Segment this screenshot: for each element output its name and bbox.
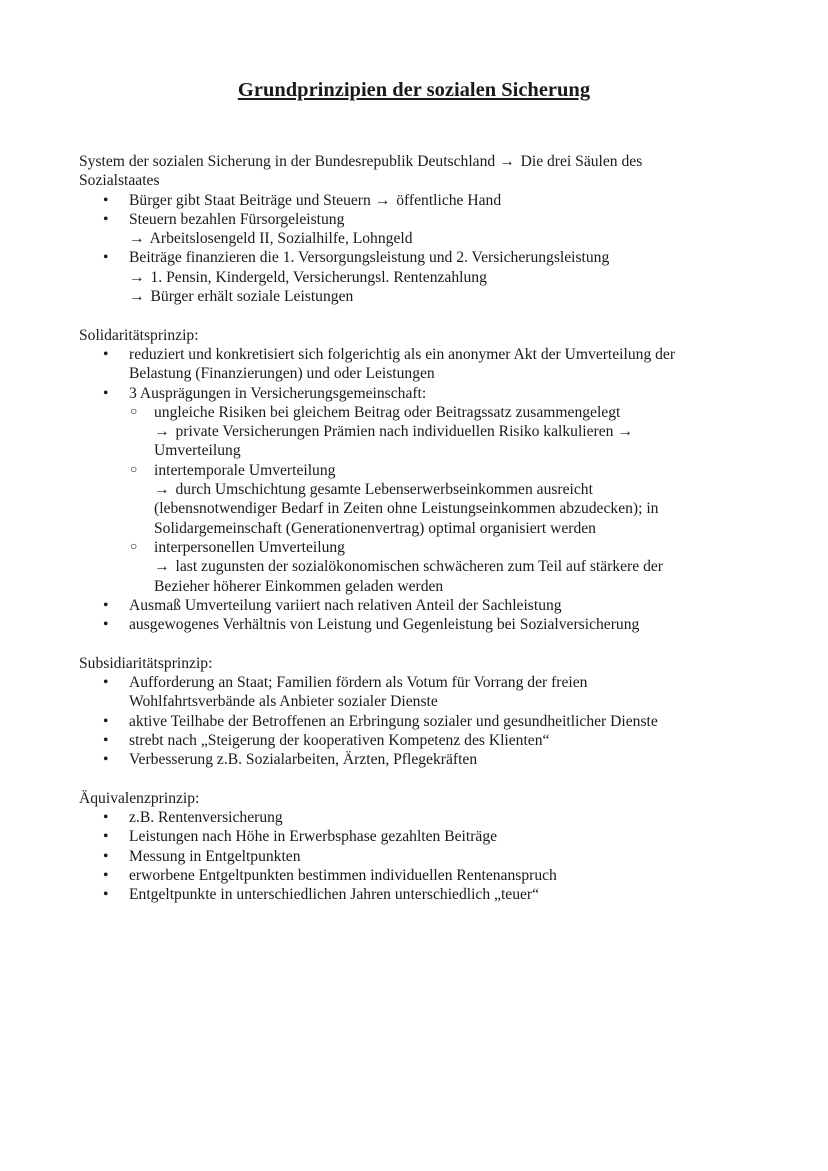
bullet-icon: • [103, 249, 109, 267]
aequivalenz-section [79, 789, 729, 905]
sub-list-item: ○ interpersonellen Umverteilung → last zugunsten der sozialökonomischen schwächeren zum Teil auf stärkere der Bezieher höherer Einkommen geladen werden [130, 538, 663, 595]
list-item: • z.B. Rentenversicherung [103, 809, 283, 827]
arrow-icon: → [129, 268, 145, 286]
list-item: • ausgewogenes Verhältnis von Leistung und Gegenleistung bei Sozialversicherung [103, 616, 640, 634]
bullet-icon: • [103, 886, 109, 904]
bullet-icon: • [103, 847, 109, 865]
intro-section [79, 152, 729, 306]
list-item: • erworbene Entgeltpunkten bestimmen individuellen Rentenanspruch [103, 866, 557, 884]
circle-bullet-icon: ○ [130, 538, 138, 553]
sub-list-item: ○ ungleiche Risiken bei gleichem Beitrag oder Beitragssatz zusammengelegt → private Versicherungen Prämien nach individuellen Risiko kalkulieren → Umverteilung [130, 403, 633, 460]
bullet-icon: • [103, 596, 109, 614]
arrow-icon: → [374, 191, 391, 209]
circle-bullet-icon: ○ [130, 403, 138, 418]
section-heading: Subsidiaritätsprinzip: [79, 654, 213, 672]
auspraegungen-list [129, 403, 729, 596]
list-item: • Aufforderung an Staat; Familien fördern als Votum für Vorrang der freien Wohlfahrtsverbände als Anbieter sozialer Dienste [103, 674, 588, 711]
bullet-icon: • [103, 674, 109, 692]
list-item: • Verbesserung z.B. Sozialarbeiten, Ärzten, Pflegekräften [103, 751, 478, 769]
intro-list [79, 191, 729, 307]
bullet-icon: • [103, 616, 109, 634]
arrow-icon: → [499, 153, 515, 170]
document-title: Grundprinzipien der sozialen Sicherung [237, 79, 591, 101]
bullet-icon: • [103, 191, 109, 209]
sub-list-item: ○ intertemporale Umverteilung → durch Umschichtung gesamte Lebenserwerbseinkommen ausreicht (lebensnotwendiger Bedarf in Zeiten ohne Leistungseinkommen abzudecken); in Solidargemeinschaft (Generationenvertrag) optimal organisiert werden [130, 461, 659, 537]
list-item: • Leistungen nach Höhe in Erwerbsphase gezahlten Beiträge [103, 828, 498, 846]
arrow-icon: → [129, 288, 145, 306]
aequivalenz-list [79, 808, 729, 904]
list-item: • Beiträge finanzieren die 1. Versorgungsleistung und 2. Versicherungsleistung → 1. Pensin, Kindergeld, Versicherungsl. Rentenzahlung → Bürger erhält soziale Leistungen [129, 248, 729, 306]
arrow-icon: → [154, 481, 170, 499]
bullet-icon: • [103, 866, 109, 884]
arrow-icon: → [154, 558, 170, 576]
bullet-icon: • [103, 210, 109, 228]
section-heading: Solidaritätsprinzip: [79, 326, 199, 344]
list-item: • Ausmaß Umverteilung variiert nach relativen Anteil der Sachleistung [103, 596, 562, 614]
arrow-icon: → [617, 423, 633, 441]
list-item: • aktive Teilhabe der Betroffenen an Erbringung sozialer und gesundheitlicher Dienste [103, 712, 658, 730]
list-item: • Messung in Entgeltpunkten [103, 847, 301, 865]
list-item: • 3 Ausprägungen in Versicherungsgemeinschaft: ○ ungleiche Risiken bei gleichem Beitrag oder Beitragssatz zusammengelegt → private Versicherungen Prämien nach individuellen Risiko kalkulieren → Umverteilung ○ intertemporale Umverteilung → durch Umschichtung gesamte Lebenserwerbseinkommen ausreicht (lebensnotwendiger Bedarf in Zeiten ohne Leistungseinkommen abzudecken); in Solidargemeinschaft (Generationenvertrag) optimal organisiert werden ○ interpersonellen Umverteilung → last zugunsten der sozialökonomischen schwächeren zum Teil auf stärkere der Bezieher höherer Einkommen geladen werden [129, 384, 729, 596]
list-item: • strebt nach „Steigerung der kooperativen Kompetenz des Klienten“ [103, 731, 550, 749]
bullet-icon: • [103, 712, 109, 730]
list-item: • reduziert und konkretisiert sich folgerichtig als ein anonymer Akt der Umverteilung der Belastung (Finanzierungen) und oder Leistungen [103, 345, 676, 383]
solidaritaet-list [79, 345, 729, 634]
circle-bullet-icon: ○ [130, 461, 138, 476]
solidaritaet-section [79, 326, 729, 635]
bullet-icon: • [103, 809, 109, 827]
sub-line: → Arbeitslosengeld II, Sozialhilfe, Lohngeld [129, 230, 413, 248]
bullet-icon: • [103, 731, 109, 749]
list-item: • Bürger gibt Staat Beiträge und Steuern → öffentliche Hand [103, 191, 502, 209]
section-heading: Äquivalenzprinzip: [79, 789, 200, 807]
subsidiaritaet-section [79, 654, 729, 770]
subsidiaritaet-list [79, 673, 729, 769]
arrow-icon: → [154, 423, 170, 441]
bullet-icon: • [103, 384, 109, 402]
list-item: • Entgeltpunkte in unterschiedlichen Jahren unterschiedlich „teuer“ [103, 886, 540, 904]
arrow-icon: → [129, 230, 145, 248]
sub-line: → 1. Pensin, Kindergeld, Versicherungsl. Rentenzahlung [129, 268, 487, 286]
intro-paragraph: System der sozialen Sicherung in der Bundesrepublik Deutschland → Die drei Säulen des Sozialstaates [79, 153, 643, 190]
bullet-icon: • [103, 345, 109, 363]
document-body [79, 152, 729, 905]
bullet-icon: • [103, 751, 109, 769]
bullet-icon: • [103, 828, 109, 846]
list-item: • Steuern bezahlen Fürsorgeleistung → Arbeitslosengeld II, Sozialhilfe, Lohngeld [129, 210, 729, 249]
sub-line: → Bürger erhält soziale Leistungen [129, 288, 354, 306]
